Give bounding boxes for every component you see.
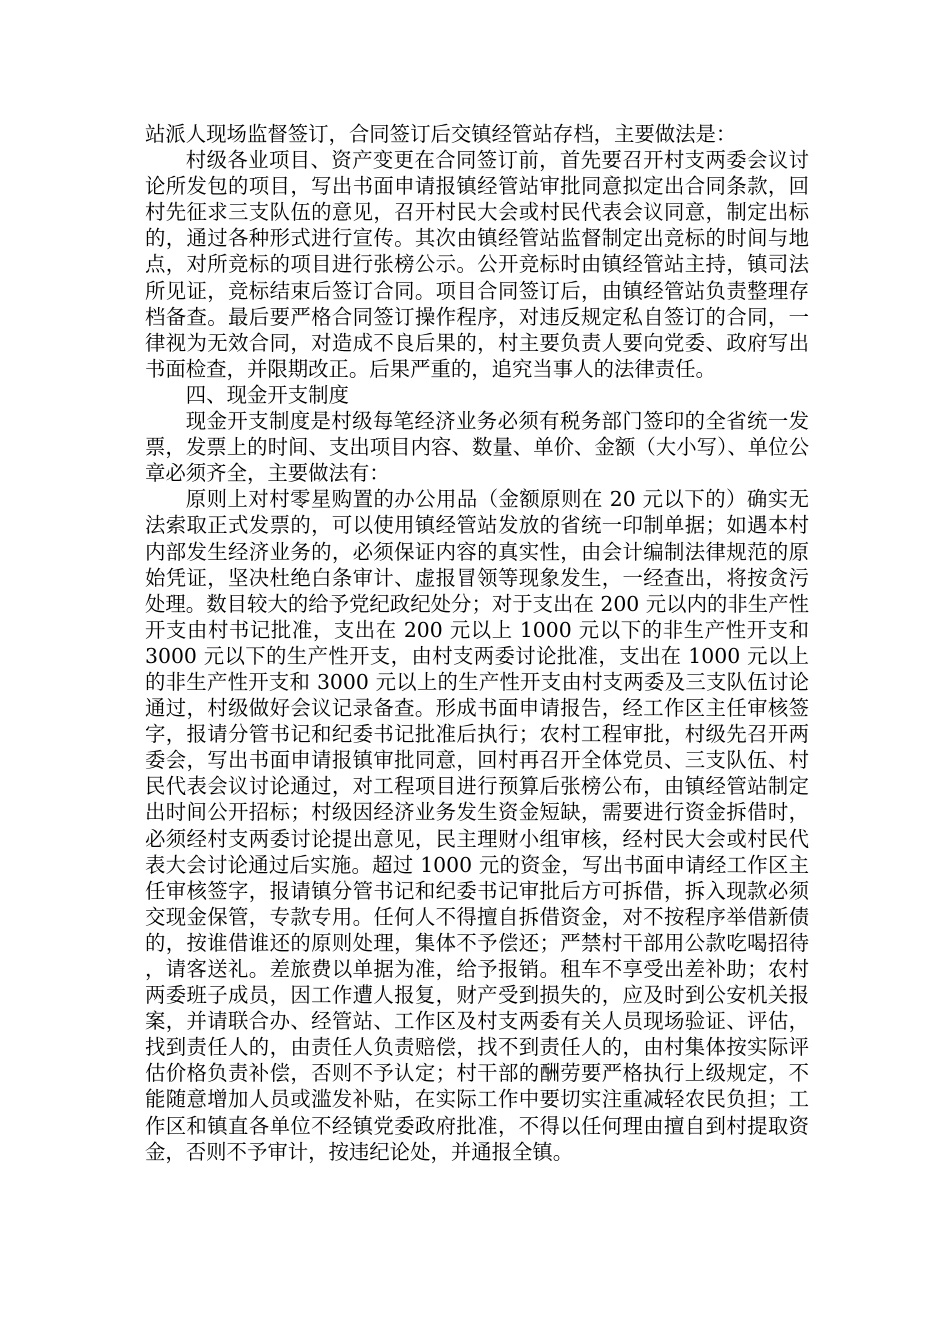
paragraph-continuation: 站派人现场监督签订，合同签订后交镇经管站存档，主要做法是： <box>145 122 737 146</box>
paragraph-cash-system-rules: 原则上对村零星购置的办公用品（金额原则在 20 元以下的）确实无法索取正式发票的，可以使用镇经管站发放的省统一印制单据；如遇本村内部发生经济业务的，必须保证内容的真实性，由会计编制法律规范的原始凭证，坚决杜绝白条审计、虚报冒领等现象发生，一经查出，将按贪污处理。数目较大的给予党纪政纪处分；对于支出在 200 元以内的非生产性开支由村书记批准，支出在 200 元以上 1000 元以下的非生产性开支和 3000 元以下的生产性开支，由村支两委讨论批准，支出在 1000 元以上的非生产性开支和 3000 元以上的生产性开支由村支两委及三支队伍讨论通过，村级做好会议记录备查。形成书面申请报告，经工作区主任审核签字，报请分管书记和纪委书记批准后执行；农村工程审批，村级先召开两委会，写出书面申请报镇审批同意，回村再召开全体党员、三支队伍、村民代表会议讨论通过，对工程项目进行预算后张榜公布，由镇经管站制定出时间公开招标；村级因经济业务发生资金短缺，需要进行资金拆借时，必须经村支两委讨论提出意见，民主理财小组审核，经村民大会或村民代表大会讨论通过后实施。超过 1000 元的资金，写出书面申请经工作区主任审核签字，报请镇分管书记和纪委书记审批后方可拆借，拆入现款必须交现金保管，专款专用。任何人不得擅自拆借资金，对不按程序举借新债的，按谁借谁还的原则处理，集体不予偿还；严禁村干部用公款吃喝招待，请客送礼。差旅费以单据为准，给予报销。租车不享受出差补助；农村两委班子成员，因工作遭人报复，财产受到损失的，应及时到公安机关报案，并请联合办、经管站、工作区及村支两委有关人员现场验证、评估，找到责任人的，由责任人负责赔偿，找不到责任人的，由村集体按实际评估价格负责补偿，否则不予认定；村干部的酬劳要严格执行上级规定，不能随意增加人员或滥发补贴，在实际工作中要切实注重减轻农民负担；工作区和镇直各单位不经镇党委政府批准，不得以任何理由擅自到村提取资金，否则不予审计，按违纪论处，并通报全镇。 <box>145 487 809 1164</box>
document-body <box>145 121 809 1165</box>
section-heading-cash-expenditure: 四、现金开支制度 <box>185 382 349 407</box>
paragraph-contract-procedure: 村级各业项目、资产变更在合同签订前，首先要召开村支两委会议讨论所发包的项目，写出书面申请报镇经管站审批同意拟定出合同条款，回村先征求三支队伍的意见，召开村民大会或村民代表会议同意，制定出标的，通过各种形式进行宣传。其次由镇经管站监督制定出竞标的时间与地点，对所竞标的项目进行张榜公示。公开竞标时由镇经管站主持，镇司法所见证，竞标结束后签订合同。项目合同签订后，由镇经管站负责整理存档备查。最后要严格合同签订操作程序，对违反规定私自签订的合同，一律视为无效合同，对造成不良后果的，村主要负责人要向党委、政府写出书面检查，并限期改正。后果严重的，追究当事人的法律责任。 <box>145 148 809 381</box>
paragraph-cash-system-intro: 现金开支制度是村级每笔经济业务必须有税务部门签印的全省统一发票，发票上的时间、支出项目内容、数量、单价、金额（大小写）、单位公章必须齐全，主要做法有： <box>145 409 809 486</box>
